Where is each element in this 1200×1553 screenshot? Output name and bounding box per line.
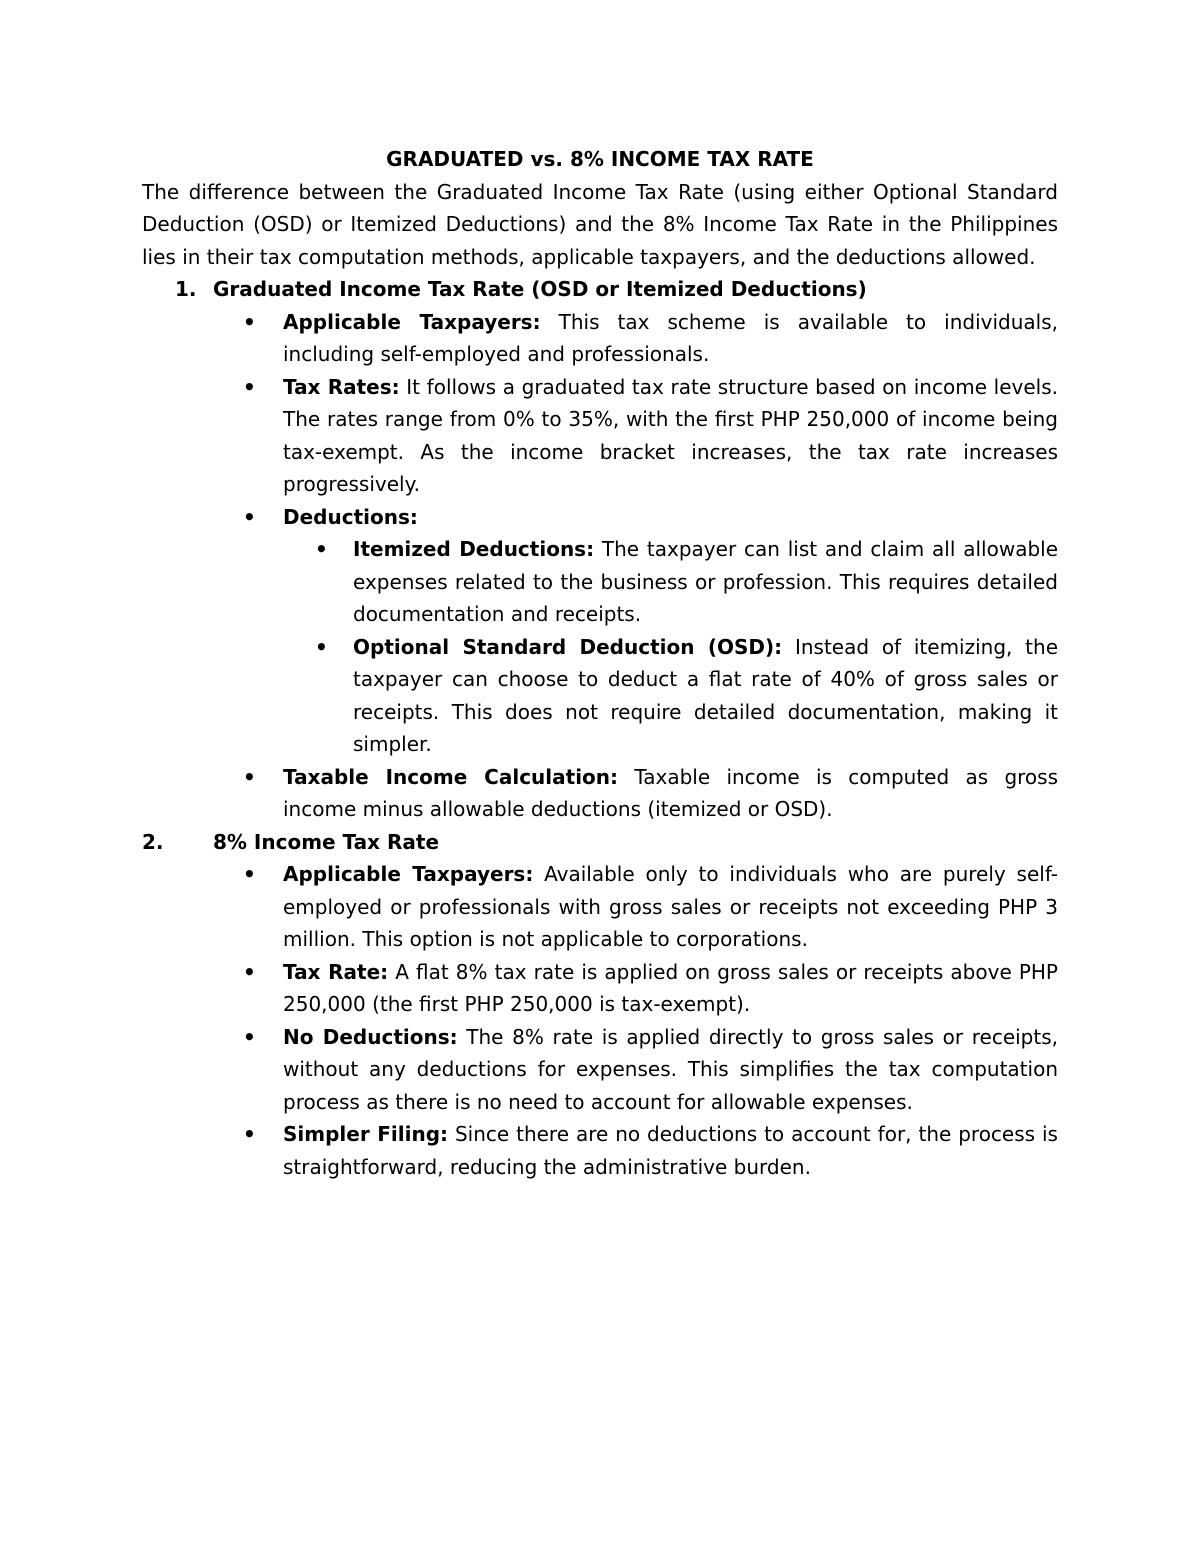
section-number: 1. xyxy=(175,277,197,301)
item-label: Tax Rate: xyxy=(283,959,389,984)
sub-list-item xyxy=(353,631,1058,761)
item-label: Deductions: xyxy=(283,504,418,529)
intro-paragraph: The difference between the Graduated Income Tax Rate (using either Optional Standard Deduction (OSD) or Itemized Deductions) and the 8% Income Tax Rate in the Philippines lies in their tax computation methods, applicable taxpayers, and the deductions allowed. xyxy=(142,179,1058,269)
list-item xyxy=(283,956,1058,1021)
item-label: Tax Rates: xyxy=(283,374,400,399)
section-number: 2. xyxy=(142,829,164,854)
sub-list-item xyxy=(353,533,1058,631)
item-label: Applicable Taxpayers: xyxy=(283,862,534,886)
section-graduated xyxy=(142,273,1058,826)
subitem-text: The taxpayer can list and claim all allowable expenses related to the business or profession. This requires detailed documentation and receipts. xyxy=(353,537,1059,626)
subitem-label: Itemized Deductions: xyxy=(353,537,595,561)
item-text: The 8% rate is applied directly to gross sales or receipts, without any deductions for expenses. This simplifies the tax computation process as there is no need to account for allowable expenses. xyxy=(283,1024,1058,1114)
section-title: Graduated Income Tax Rate (OSD or Itemized Deductions) xyxy=(213,277,867,301)
item-label: Applicable Taxpayers: xyxy=(283,309,541,334)
section-eight-percent xyxy=(142,826,1058,1184)
subitem-text: Instead of itemizing, the taxpayer can choose to deduct a flat rate of 40% of gross sales or receipts. This does not require detailed documentation, making it simpler. xyxy=(353,634,1058,756)
list-item xyxy=(283,371,1058,501)
sub-list xyxy=(283,533,1058,761)
list-item xyxy=(283,306,1058,371)
item-text: Since there are no deductions to account for, the process is straightforward, reducing the administrative burden. xyxy=(283,1122,1058,1179)
item-text: This tax scheme is available to individuals, including self-employed and professionals. xyxy=(283,309,1058,366)
list-item xyxy=(283,501,1058,761)
section-list xyxy=(142,858,1058,1183)
item-text: A flat 8% tax rate is applied on gross sales or receipts above PHP 250,000 (the first PHP 250,000 is tax-exempt). xyxy=(283,959,1058,1016)
list-item xyxy=(283,1021,1058,1119)
section-heading xyxy=(142,826,1058,859)
subitem-label: Optional Standard Deduction (OSD): xyxy=(353,634,783,659)
section-heading xyxy=(142,273,1058,306)
item-label: Taxable Income Calculation: xyxy=(283,764,619,789)
item-text: Available only to individuals who are purely self-employed or professionals with gross sales or receipts not exceeding PHP 3 million. This option is not applicable to corporations. xyxy=(283,862,1058,951)
list-item xyxy=(283,858,1058,956)
list-item xyxy=(283,1118,1058,1183)
document-page xyxy=(142,143,1058,1183)
list-item xyxy=(283,761,1058,826)
item-label: Simpler Filing: xyxy=(283,1122,449,1146)
section-title: 8% Income Tax Rate xyxy=(213,829,440,854)
item-text: Taxable income is computed as gross income minus allowable deductions (itemized or OSD). xyxy=(283,764,1059,821)
item-text: It follows a graduated tax rate structure based on income levels. The rates range from 0% to 35%, with the first PHP 250,000 of income being tax-exempt. As the income bracket increases, the tax rate increases progressively. xyxy=(283,374,1058,496)
section-list xyxy=(142,306,1058,826)
document-title: GRADUATED vs. 8% INCOME TAX RATE xyxy=(386,147,814,171)
item-label: No Deductions: xyxy=(283,1024,458,1049)
